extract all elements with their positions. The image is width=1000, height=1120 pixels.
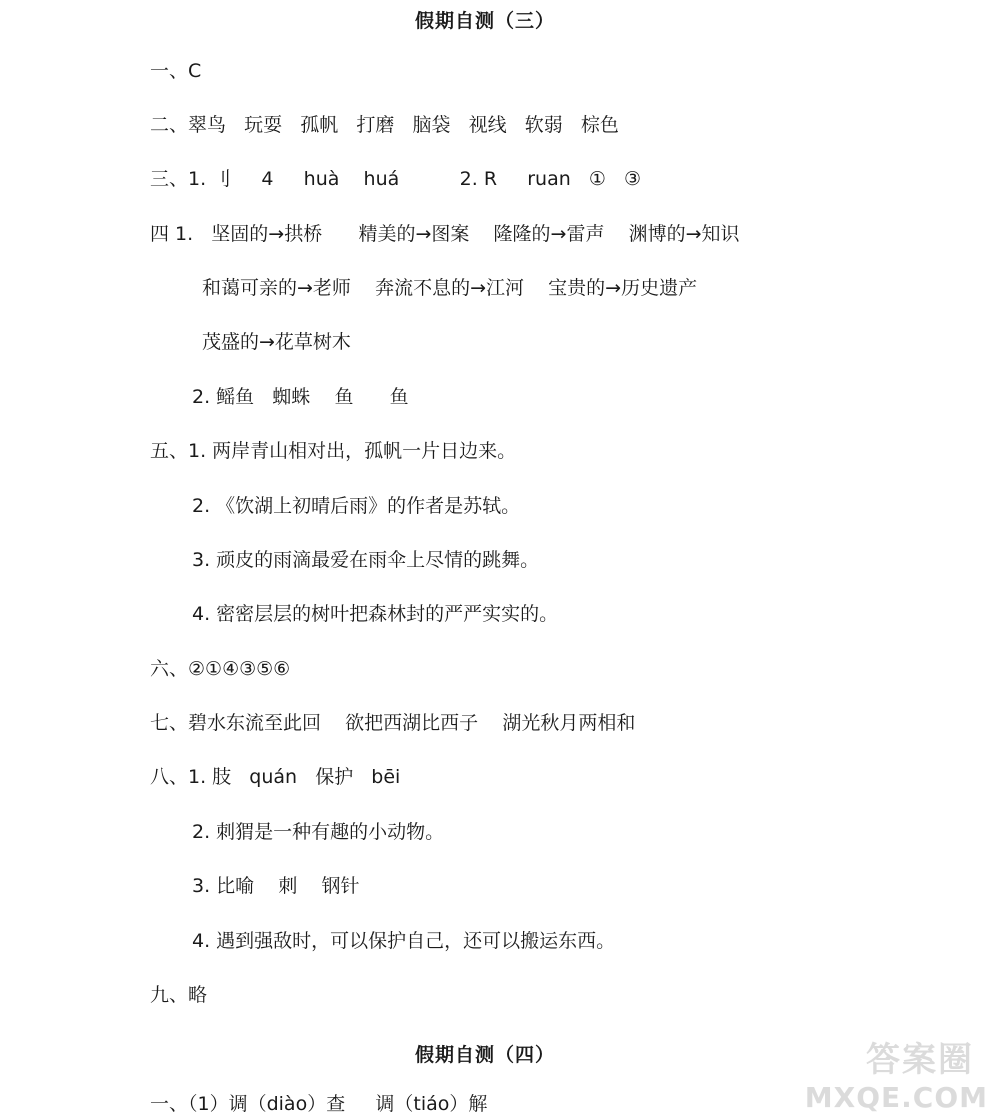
answer-line-4: 四 1. 坚固的→拱桥 精美的→图案 隆隆的→雷声 渊博的→知识 (150, 223, 740, 245)
answer-line-9: 九、略 (150, 984, 208, 1006)
answer-line-1: 一、C (150, 60, 202, 82)
answer-line-5-2: 2. 《饮湖上初晴后雨》的作者是苏轼。 (192, 495, 521, 517)
answer-line-6: 六、②①④③⑤⑥ (150, 658, 291, 680)
answer-line-5-3: 3. 顽皮的雨滴最爱在雨伞上尽情的跳舞。 (192, 549, 540, 571)
answer-line-8-3: 3. 比喻 刺 钢针 (192, 875, 360, 897)
answer-line-8-2: 2. 刺猬是一种有趣的小动物。 (192, 821, 445, 843)
answer-line-5: 五、1. 两岸青山相对出，孤帆一片日边来。 (150, 440, 517, 462)
watermark-top-text: 答案圈 (866, 1040, 974, 1080)
answer-line-8: 八、1. 肢 quán 保护 bēi (150, 766, 401, 788)
section-title-3: 假期自测（三） (414, 10, 555, 32)
watermark-logo (802, 1032, 992, 1114)
answer-line-8-4: 4. 遇到强敌时，可以保护自己，还可以搬运东西。 (192, 930, 616, 952)
answer-line-7: 七、碧水东流至此回 欲把西湖比西子 湖光秋月两相和 (150, 712, 636, 734)
answer-line-2: 二、翠鸟 玩耍 孤帆 打磨 脑袋 视线 软弱 棕色 (150, 114, 619, 136)
section-title-4: 假期自测（四） (414, 1044, 555, 1066)
answer-line-3: 三、1. 刂 4 huà huá 2. R ruan ① ③ (150, 168, 642, 190)
answer-line-4-cont-2: 茂盛的→花草树木 (202, 331, 351, 353)
answer-line-s4-1: 一、（1）调（diào）查 调（tiáo）解 (150, 1093, 488, 1115)
watermark-bottom-text: MXQE.COM (804, 1081, 988, 1114)
answer-line-4-2: 2. 鳐鱼 蜘蛛 鱼 鱼 (192, 386, 409, 408)
answer-line-5-4: 4. 密密层层的树叶把森林封的严严实实的。 (192, 603, 559, 625)
answer-line-4-cont-1: 和蔼可亲的→老师 奔流不息的→江河 宝贵的→历史遗产 (202, 277, 698, 299)
